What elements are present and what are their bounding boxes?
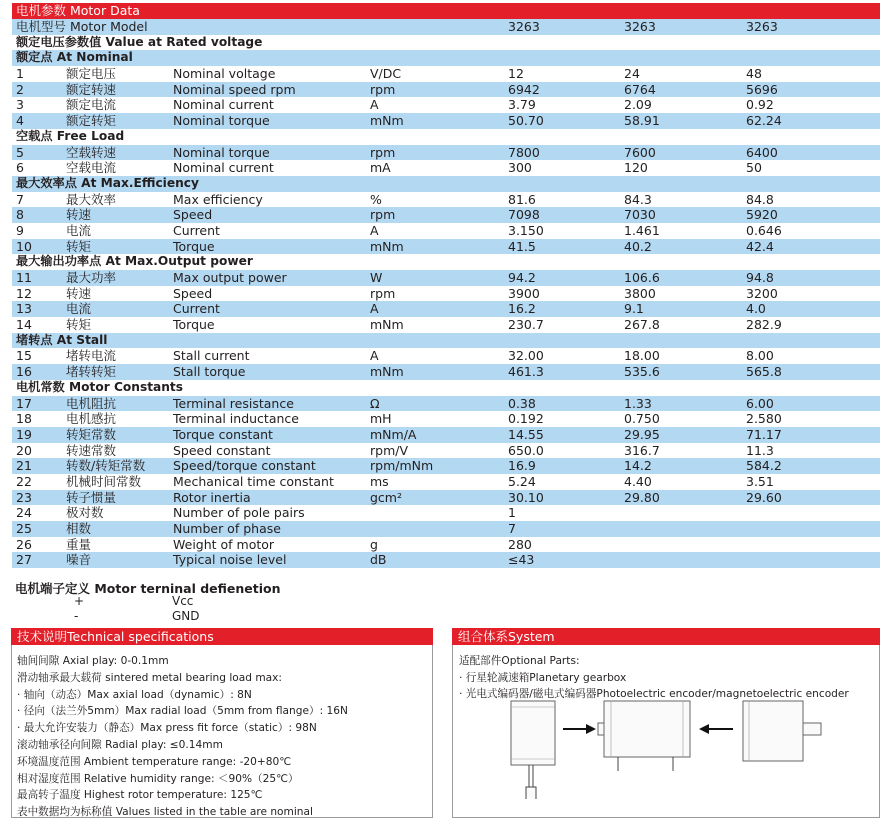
param-name-en: Terminal resistance bbox=[173, 395, 294, 411]
param-unit: rpm bbox=[370, 81, 396, 97]
value-col-3: 71.17 bbox=[746, 426, 782, 442]
motor-model-row bbox=[12, 19, 880, 35]
value-col-3: 4.0 bbox=[746, 301, 766, 317]
system-title: 组合体系System bbox=[452, 628, 880, 645]
value-col-2: 24 bbox=[624, 66, 640, 82]
row-number: 4 bbox=[16, 113, 24, 129]
row-number: 15 bbox=[16, 348, 32, 364]
terminal-label: GND bbox=[172, 609, 200, 623]
param-name-en: Current bbox=[173, 301, 220, 317]
arrow-right-icon bbox=[563, 724, 596, 734]
param-unit: V/DC bbox=[370, 66, 402, 82]
value-col-3: 42.4 bbox=[746, 238, 774, 254]
param-name-cn: 转数/转矩常数 bbox=[66, 458, 146, 474]
param-unit: dB bbox=[370, 552, 387, 568]
row-number: 24 bbox=[16, 505, 32, 521]
param-name-en: Nominal current bbox=[173, 160, 274, 176]
table-row bbox=[12, 364, 880, 380]
motor-data-table bbox=[12, 19, 880, 568]
table-row bbox=[12, 427, 880, 443]
row-number: 20 bbox=[16, 442, 32, 458]
param-name-en: Max efficiency bbox=[173, 191, 263, 207]
value-col-2: 29.95 bbox=[624, 426, 660, 442]
value-col-2: 316.7 bbox=[624, 442, 660, 458]
param-name-cn: 相数 bbox=[66, 521, 92, 536]
param-unit: mH bbox=[370, 411, 392, 427]
value-col-1: 81.6 bbox=[508, 191, 536, 207]
value-col-1: 7098 bbox=[508, 207, 540, 223]
value-col-2: 1.33 bbox=[624, 395, 652, 411]
section-row-max-power bbox=[12, 254, 880, 270]
row-number: 19 bbox=[16, 426, 32, 442]
system-line: 适配部件Optional Parts: bbox=[459, 655, 580, 667]
value-col-2: 7600 bbox=[624, 144, 656, 160]
param-name-cn: 额定电流 bbox=[66, 97, 117, 113]
value-col-3: 50 bbox=[746, 160, 762, 176]
gearbox-drawing bbox=[511, 701, 555, 799]
row-number: 1 bbox=[16, 66, 24, 82]
param-unit: A bbox=[370, 222, 379, 238]
value-col-2: 535.6 bbox=[624, 364, 660, 380]
param-unit: A bbox=[370, 348, 379, 364]
param-name-cn: 转速 bbox=[66, 285, 92, 301]
table-row bbox=[12, 301, 880, 317]
section-row-free-load bbox=[12, 129, 880, 145]
system-panel bbox=[452, 628, 880, 818]
table-row bbox=[12, 207, 880, 223]
value-col-1: 14.55 bbox=[508, 426, 544, 442]
section-title: 额定点 At Nominal bbox=[16, 50, 133, 65]
param-unit: rpm bbox=[370, 144, 396, 160]
param-name-en: Nominal voltage bbox=[173, 66, 276, 82]
spec-line: · 径向（法兰外5mm）Max radial load（5mm from flange）: 16N bbox=[17, 705, 348, 718]
param-unit: A bbox=[370, 97, 379, 113]
rated-voltage-title-row bbox=[12, 35, 880, 51]
param-name-en: Terminal inductance bbox=[173, 411, 299, 427]
value-col-1: 7800 bbox=[508, 144, 540, 160]
param-unit: g bbox=[370, 536, 378, 552]
param-unit: mNm bbox=[370, 364, 404, 380]
row-number: 22 bbox=[16, 473, 32, 489]
row-number: 9 bbox=[16, 222, 24, 238]
value-col-1: 5.24 bbox=[508, 473, 536, 489]
spec-line: 滑动轴承最大载荷 sintered metal bearing load max: bbox=[17, 671, 282, 684]
row-number: 16 bbox=[16, 364, 32, 380]
value-col-2: 4.40 bbox=[624, 473, 652, 489]
param-name-cn: 电机感抗 bbox=[66, 411, 117, 427]
motor-model-label: 电机型号 Motor Model bbox=[16, 19, 148, 34]
row-number: 27 bbox=[16, 552, 32, 568]
value-col-2: 0.750 bbox=[624, 411, 660, 427]
value-col-2: 84.3 bbox=[624, 191, 652, 207]
value-col-3: 3.51 bbox=[746, 473, 774, 489]
table-row bbox=[12, 286, 880, 302]
table-row bbox=[12, 270, 880, 286]
section-title: 最大效率点 At Max.Efficiency bbox=[16, 175, 199, 190]
technical-specifications-title: 技术说明Technical specifications bbox=[11, 628, 433, 645]
param-name-cn: 转速 bbox=[66, 207, 92, 223]
value-col-3: 3200 bbox=[746, 285, 778, 301]
arrow-left-icon bbox=[699, 724, 733, 734]
table-row bbox=[12, 521, 880, 537]
param-name-cn: 机械时间常数 bbox=[66, 473, 142, 489]
value-col-1: 230.7 bbox=[508, 317, 544, 333]
param-name-cn: 极对数 bbox=[66, 505, 104, 521]
param-name-en: Mechanical time constant bbox=[173, 473, 334, 489]
param-name-en: Nominal torque bbox=[173, 113, 270, 129]
motor-drawing bbox=[598, 701, 690, 771]
param-unit: % bbox=[370, 191, 382, 207]
value-col-2: 7030 bbox=[624, 207, 656, 223]
rated-voltage-title: 额定电压参数值 Value at Rated voltage bbox=[16, 34, 263, 49]
row-number: 18 bbox=[16, 411, 32, 427]
section-row-max-eff bbox=[12, 176, 880, 192]
param-name-cn: 转子惯量 bbox=[66, 489, 117, 505]
value-col-1: 50.70 bbox=[508, 113, 544, 129]
param-unit: mA bbox=[370, 160, 391, 176]
value-col-3: 48 bbox=[746, 66, 762, 82]
value-col-2: 9.1 bbox=[624, 301, 644, 317]
value-col-1: 32.00 bbox=[508, 348, 544, 364]
value-col-3: 11.3 bbox=[746, 442, 774, 458]
param-unit: rpm bbox=[370, 207, 396, 223]
value-col-2: 1.461 bbox=[624, 222, 660, 238]
value-col-1: 650.0 bbox=[508, 442, 544, 458]
param-name-cn: 转矩 bbox=[66, 238, 92, 254]
row-number: 7 bbox=[16, 191, 24, 207]
value-col-3: 5920 bbox=[746, 207, 778, 223]
value-col-2: 18.00 bbox=[624, 348, 660, 364]
param-unit: mNm bbox=[370, 238, 404, 254]
spec-line: 滚动轴承径向间隙 Radial play: ≤0.14mm bbox=[17, 739, 223, 751]
param-name-cn: 额定转速 bbox=[66, 81, 117, 97]
param-name-cn: 空载转速 bbox=[66, 144, 117, 160]
system-line: · 光电式编码器/磁电式编码器Photoelectric encoder/magnetoelectric encoder bbox=[459, 688, 849, 700]
param-name-en: Nominal torque bbox=[173, 144, 270, 160]
value-col-1: 16.9 bbox=[508, 458, 536, 474]
param-unit: mNm/A bbox=[370, 426, 417, 442]
param-name-en: Torque bbox=[173, 317, 215, 333]
value-col-3: 282.9 bbox=[746, 317, 782, 333]
param-name-cn: 额定电压 bbox=[66, 66, 117, 82]
value-col-3: 565.8 bbox=[746, 364, 782, 380]
param-name-en: Stall current bbox=[173, 348, 250, 364]
value-col-1: 12 bbox=[508, 66, 524, 82]
param-name-en: Number of pole pairs bbox=[173, 505, 305, 521]
param-unit: mNm bbox=[370, 113, 404, 129]
value-col-1: 461.3 bbox=[508, 364, 544, 380]
value-col-1: 41.5 bbox=[508, 238, 536, 254]
table-row bbox=[12, 239, 880, 255]
row-number: 13 bbox=[16, 301, 32, 317]
value-col-3: 8.00 bbox=[746, 348, 774, 364]
value-col-1: 7 bbox=[508, 521, 516, 536]
param-name-cn: 电机阻抗 bbox=[66, 395, 117, 411]
param-name-cn: 转矩 bbox=[66, 317, 92, 333]
param-name-en: Typical noise level bbox=[173, 552, 287, 568]
param-name-en: Weight of motor bbox=[173, 536, 275, 552]
section-title: 空载点 Free Load bbox=[16, 128, 125, 143]
value-col-3: 2.580 bbox=[746, 411, 782, 427]
table-row bbox=[12, 474, 880, 490]
system-line: · 行星轮减速箱Planetary gearbox bbox=[459, 671, 627, 684]
table-row bbox=[12, 411, 880, 427]
param-unit: A bbox=[370, 301, 379, 317]
param-name-cn: 转速常数 bbox=[66, 442, 117, 458]
table-row bbox=[12, 66, 880, 82]
value-col-1: 0.192 bbox=[508, 411, 544, 427]
spec-line: 相对湿度范围 Relative humidity range: ＜90%（25℃） bbox=[17, 772, 299, 785]
motor-data-title: 电机参数 Motor Data bbox=[16, 3, 140, 18]
table-row bbox=[12, 490, 880, 506]
value-col-3: 62.24 bbox=[746, 113, 782, 129]
technical-specifications-panel bbox=[11, 628, 433, 818]
param-name-cn: 额定转矩 bbox=[66, 113, 117, 129]
spec-line: · 最大允许安装力（静态）Max press fit force（static）: 98N bbox=[17, 722, 317, 735]
row-number: 11 bbox=[16, 270, 32, 285]
spec-line: · 轴向（动态）Max axial load（dynamic）: 8N bbox=[17, 688, 252, 701]
param-name-en: Current bbox=[173, 222, 220, 238]
param-name-en: Torque bbox=[173, 238, 215, 254]
row-number: 25 bbox=[16, 521, 32, 536]
param-name-cn: 转矩常数 bbox=[66, 426, 117, 442]
table-row bbox=[12, 458, 880, 474]
spec-line: 最高转子温度 Highest rotor temperature: 125℃ bbox=[17, 789, 263, 802]
row-number: 14 bbox=[16, 317, 32, 333]
param-unit: rpm/mNm bbox=[370, 458, 434, 474]
param-name-cn: 空载电流 bbox=[66, 160, 117, 176]
param-name-en: Stall torque bbox=[173, 364, 246, 380]
value-col-1: 16.2 bbox=[508, 301, 536, 317]
value-col-2: 6764 bbox=[624, 81, 656, 97]
row-number: 10 bbox=[16, 238, 32, 254]
value-col-1: 6942 bbox=[508, 81, 540, 97]
param-unit: mNm bbox=[370, 317, 404, 333]
model-value-1: 3263 bbox=[508, 19, 540, 34]
value-col-3: 6400 bbox=[746, 144, 778, 160]
value-col-2: 14.2 bbox=[624, 458, 652, 474]
value-col-2: 58.91 bbox=[624, 113, 660, 129]
value-col-1: 3.150 bbox=[508, 222, 544, 238]
value-col-1: 94.2 bbox=[508, 270, 536, 285]
param-name-cn: 最大效率 bbox=[66, 191, 117, 207]
value-col-1: 1 bbox=[508, 505, 516, 521]
param-name-en: Nominal current bbox=[173, 97, 274, 113]
section-row-nominal bbox=[12, 50, 880, 66]
row-number: 21 bbox=[16, 458, 32, 474]
value-col-3: 6.00 bbox=[746, 395, 774, 411]
table-row bbox=[12, 537, 880, 553]
table-row bbox=[12, 443, 880, 459]
param-name-en: Speed constant bbox=[173, 442, 271, 458]
param-unit: gcm² bbox=[370, 489, 402, 505]
param-name-en: Max output power bbox=[173, 270, 287, 285]
param-name-cn: 噪音 bbox=[66, 552, 92, 568]
table-row bbox=[12, 505, 880, 521]
table-row bbox=[12, 317, 880, 333]
value-col-2: 120 bbox=[624, 160, 648, 176]
table-row bbox=[12, 97, 880, 113]
value-col-3: 5696 bbox=[746, 81, 778, 97]
model-value-3: 3263 bbox=[746, 19, 778, 34]
param-name-en: Speed/torque constant bbox=[173, 458, 316, 474]
table-row bbox=[12, 192, 880, 208]
value-col-3: 84.8 bbox=[746, 191, 774, 207]
spec-line: 表中数据均为标称值 Values listed in the table are nominal bbox=[17, 806, 313, 819]
value-col-3: 0.646 bbox=[746, 222, 782, 238]
spec-line: 轴间间隙 Axial play: 0-0.1mm bbox=[17, 655, 169, 667]
param-unit: ms bbox=[370, 473, 389, 489]
value-col-3: 29.60 bbox=[746, 489, 782, 505]
param-name-en: Nominal speed rpm bbox=[173, 81, 296, 97]
terminal-label: Vcc bbox=[172, 594, 194, 608]
row-number: 23 bbox=[16, 489, 32, 505]
value-col-1: 280 bbox=[508, 536, 532, 552]
param-name-en: Number of phase bbox=[173, 521, 281, 536]
row-number: 8 bbox=[16, 207, 24, 223]
param-name-cn: 电流 bbox=[66, 222, 92, 238]
value-col-2: 29.80 bbox=[624, 489, 660, 505]
param-name-en: Speed bbox=[173, 285, 213, 301]
row-number: 26 bbox=[16, 536, 32, 552]
table-row bbox=[12, 145, 880, 161]
value-col-1: 0.38 bbox=[508, 395, 536, 411]
value-col-2: 40.2 bbox=[624, 238, 652, 254]
table-row bbox=[12, 348, 880, 364]
section-row-stall bbox=[12, 333, 880, 349]
param-unit: W bbox=[370, 270, 383, 285]
value-col-3: 94.8 bbox=[746, 270, 774, 285]
param-name-cn: 堵转转矩 bbox=[66, 364, 117, 380]
section-title: 堵转点 At Stall bbox=[16, 332, 108, 347]
param-name-cn: 电流 bbox=[66, 301, 92, 317]
table-row bbox=[12, 113, 880, 129]
value-col-2: 2.09 bbox=[624, 97, 652, 113]
table-row bbox=[12, 396, 880, 412]
value-col-1: 30.10 bbox=[508, 489, 544, 505]
param-name-cn: 最大功率 bbox=[66, 270, 117, 285]
terminal-sign: + bbox=[74, 594, 85, 608]
param-name-cn: 堵转电流 bbox=[66, 348, 117, 364]
param-name-en: Rotor inertia bbox=[173, 489, 251, 505]
row-number: 6 bbox=[16, 160, 24, 176]
spec-line: 环境温度范围 Ambient temperature range: -20+80℃ bbox=[17, 755, 292, 768]
row-number: 3 bbox=[16, 97, 24, 113]
value-col-1: 300 bbox=[508, 160, 532, 176]
value-col-1: 3.79 bbox=[508, 97, 536, 113]
table-row bbox=[12, 82, 880, 98]
system-diagram bbox=[453, 629, 879, 799]
value-col-3: 0.92 bbox=[746, 97, 774, 113]
model-value-2: 3263 bbox=[624, 19, 656, 34]
value-col-1: ≤43 bbox=[508, 552, 535, 568]
value-col-2: 267.8 bbox=[624, 317, 660, 333]
section-row-constants bbox=[12, 380, 880, 396]
table-row bbox=[12, 223, 880, 239]
value-col-2: 106.6 bbox=[624, 270, 660, 285]
encoder-drawing bbox=[743, 701, 821, 761]
section-title: 最大输出功率点 At Max.Output power bbox=[16, 254, 253, 269]
param-name-en: Speed bbox=[173, 207, 213, 223]
value-col-2: 3800 bbox=[624, 285, 656, 301]
terminal-title: 电机端子定义 Motor terninal defienetion bbox=[15, 581, 281, 596]
motor-data-header bbox=[12, 3, 880, 19]
terminal-sign: - bbox=[74, 609, 79, 623]
row-number: 5 bbox=[16, 144, 24, 160]
value-col-1: 3900 bbox=[508, 285, 540, 301]
row-number: 12 bbox=[16, 285, 32, 301]
param-unit: Ω bbox=[370, 395, 380, 411]
param-unit: rpm/V bbox=[370, 442, 409, 458]
table-row bbox=[12, 160, 880, 176]
section-title: 电机常数 Motor Constants bbox=[16, 379, 184, 394]
param-name-en: Torque constant bbox=[173, 426, 273, 442]
table-row bbox=[12, 552, 880, 568]
row-number: 2 bbox=[16, 81, 24, 97]
value-col-3: 584.2 bbox=[746, 458, 782, 474]
row-number: 17 bbox=[16, 395, 32, 411]
param-unit: rpm bbox=[370, 285, 396, 301]
param-name-cn: 重量 bbox=[66, 536, 92, 552]
